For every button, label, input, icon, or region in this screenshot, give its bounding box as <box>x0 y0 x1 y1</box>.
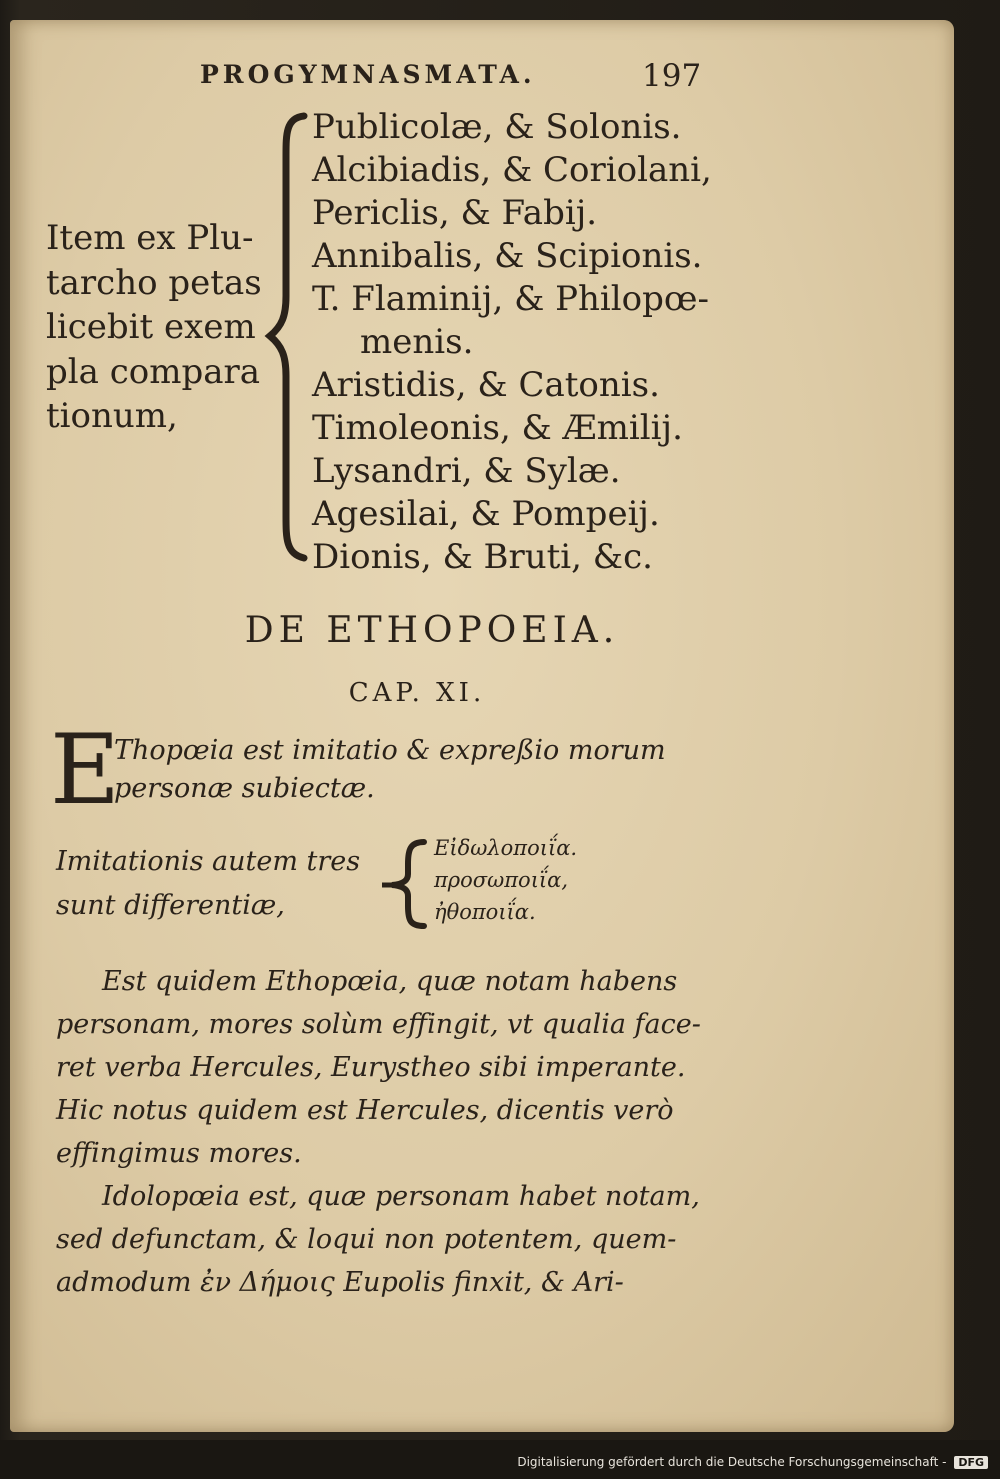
body-paragraphs <box>56 960 716 1304</box>
list-item: Dionis, & Bruti, &c. <box>312 537 653 577</box>
text-line: Est quidem Ethopœia, quæ notam habens <box>102 966 678 997</box>
chapter-heading: CAP. XI. <box>348 678 486 708</box>
text-line: effingimus mores. <box>56 1138 302 1169</box>
comparison-pairs-list <box>312 106 742 579</box>
text-line: sunt differentiæ, <box>56 890 285 921</box>
margin-note <box>46 216 274 439</box>
margin-note-line: licebit exem <box>46 307 256 347</box>
intro-paragraph <box>114 732 714 808</box>
list-item: Publicolæ, & Solonis. <box>312 107 682 147</box>
text-line: Idolopœia est, quæ personam habet notam, <box>102 1181 700 1212</box>
section-title: DE ETHOPOEIA. <box>244 610 620 651</box>
list-item: προσωποιΐα, <box>434 868 569 892</box>
text-line: Thopœia est imitatio & expreßio morum <box>114 735 666 766</box>
list-item: Agesilai, & Pompeij. <box>312 494 660 534</box>
list-item: T. Flaminij, & Philopœ- <box>312 279 710 319</box>
list-item: Timoleonis, & Æmilij. <box>312 408 683 448</box>
margin-note-line: pla compara <box>46 351 261 392</box>
differences-label <box>56 840 386 928</box>
curly-brace-icon <box>264 106 314 566</box>
text-line: ret verba Hercules, Eurystheo sibi imperante. <box>56 1052 686 1083</box>
credit-text: Digitalisierung gefördert durch die Deutsche Forschungsgemeinschaft - <box>517 1455 947 1469</box>
dfg-logo: DFG <box>954 1456 988 1469</box>
margin-note-line: tarcho petas <box>46 262 262 303</box>
list-item: Periclis, & Fabij. <box>312 193 598 233</box>
text-line: Imitationis autem tres <box>56 846 361 877</box>
list-item: Alcibiadis, & Coriolani, <box>312 150 712 190</box>
book-page <box>10 20 954 1432</box>
running-title: PROGYMNASMATA. <box>200 60 536 89</box>
text-line: admodum ἐν Δήμοις Eupolis finxit, & Ari- <box>56 1267 624 1298</box>
list-item: Aristidis, & Catonis. <box>312 365 660 405</box>
page-number: 197 <box>642 58 702 94</box>
list-item: Annibalis, & Scipionis. <box>312 236 703 276</box>
text-line: personæ subiectæ. <box>114 773 375 804</box>
list-item: ἠθοποιΐα. <box>434 900 536 924</box>
list-item: Lysandri, & Sylæ. <box>312 451 621 491</box>
text-line: Hic notus quidem est Hercules, dicentis verò <box>56 1095 674 1126</box>
greek-terms-list <box>434 832 577 928</box>
curly-brace-icon <box>372 834 432 934</box>
drop-cap: E <box>50 714 121 826</box>
list-item: menis. <box>360 322 474 362</box>
digitization-credit <box>517 1455 988 1469</box>
list-item: Εἰδωλοποιΐα. <box>434 836 578 860</box>
text-line: personam, mores solùm effingit, vt qualia face- <box>56 1009 701 1040</box>
margin-note-line: Item ex Plu- <box>46 218 254 258</box>
text-line: sed defunctam, & loqui non potentem, quem- <box>56 1224 677 1255</box>
margin-note-line: tionum, <box>46 396 178 436</box>
